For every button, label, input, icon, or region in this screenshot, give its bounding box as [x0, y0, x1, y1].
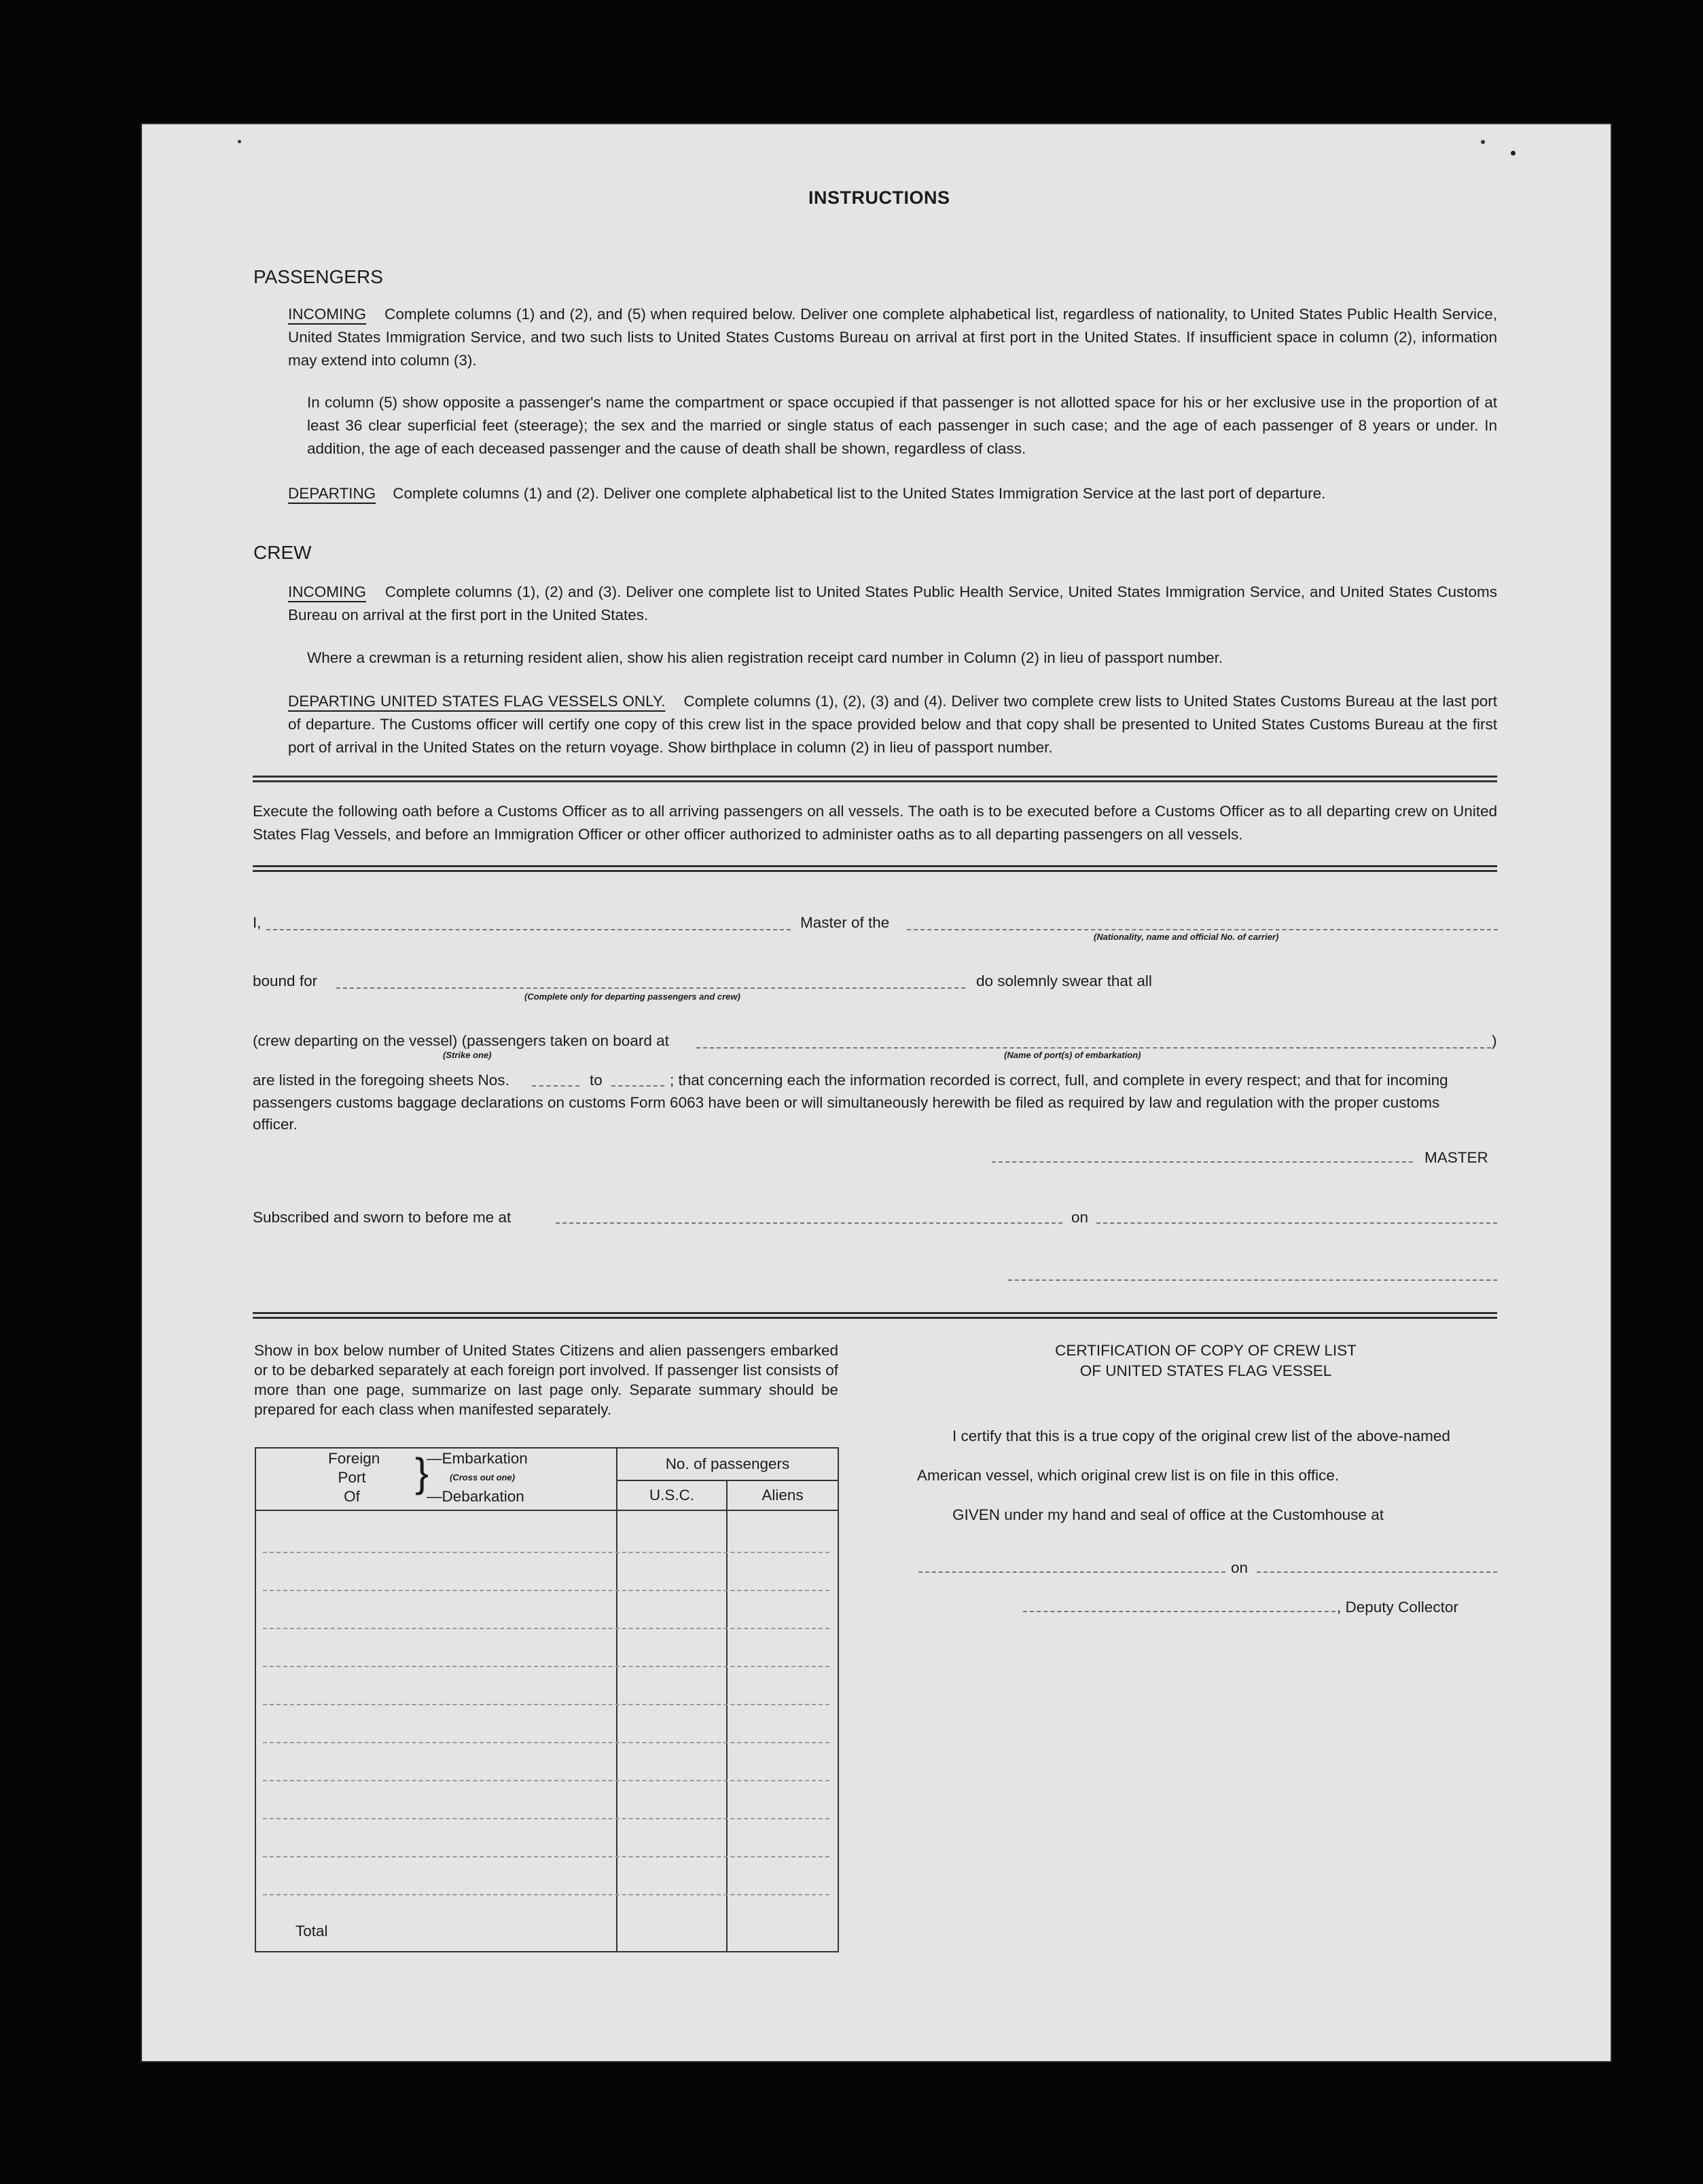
sheet-to-field[interactable] — [611, 1085, 664, 1087]
passengers-departing-text: Complete columns (1) and (2). Deliver one complete alphabetical list to the United States Immigration Service at the last port of departure. — [393, 485, 1326, 502]
crew-alien-paragraph: Where a crewman is a returning resident alien, show his alien registration receipt card number in Column (2) in lieu of passport number. — [307, 649, 1223, 666]
table-row[interactable] — [263, 1856, 829, 1857]
master-name-field[interactable] — [266, 929, 791, 930]
subscribed-label: Subscribed and sworn to before me at — [253, 1209, 512, 1226]
certification-heading-1: CERTIFICATION OF COPY OF CREW LIST — [1055, 1342, 1357, 1359]
listed-suffix: ; that concerning each the information recorded is correct, full, and complete in every respect; and that for incoming — [670, 1072, 1448, 1089]
header-debarkation: —Debarkation — [427, 1488, 524, 1505]
table-row[interactable] — [263, 1552, 829, 1553]
ports-embarkation-field[interactable] — [696, 1047, 1491, 1049]
section-divider — [253, 776, 1497, 782]
close-paren: ) — [1492, 1032, 1497, 1049]
crew-departing-label: DEPARTING UNITED STATES FLAG VESSELS ONLY. — [288, 693, 666, 710]
header-of: Of — [344, 1488, 360, 1505]
table-row[interactable] — [263, 1818, 829, 1819]
officer-signature-field[interactable] — [1008, 1279, 1497, 1281]
certification-on-label: on — [1231, 1559, 1249, 1576]
section-divider — [253, 1312, 1497, 1319]
passengers-incoming-paragraph — [288, 303, 1497, 372]
passengers-departing-label: DEPARTING — [288, 485, 376, 502]
swear-label: do solemnly swear that all — [976, 972, 1152, 989]
scan-speck — [238, 140, 241, 143]
crew-heading: CREW — [253, 542, 312, 563]
crew-departing-text: Complete columns (1), (2), (3) and (4). Deliver two complete crew lists to United States Customs Bureau at the last port of departure. The Customs officer will certify one copy of this crew list in the space provided below and that copy shall be presented to United States Customs Bureau at the first port of arrival in the United States on the return voyage. Show birthplace in column (2) in lieu of passport number. — [288, 693, 1497, 756]
crew-passengers-label: (crew departing on the vessel) (passengers taken on board at — [253, 1032, 669, 1049]
master-signature-field[interactable] — [992, 1161, 1413, 1163]
bound-for-hint: (Complete only for departing passengers and crew) — [524, 991, 740, 1002]
page-title: INSTRUCTIONS — [808, 187, 950, 208]
header-divider — [616, 1480, 838, 1481]
to-label: to — [590, 1072, 603, 1089]
listed-prefix: are listed in the foregoing sheets Nos. — [253, 1072, 509, 1089]
section-divider — [253, 865, 1497, 872]
passengers-column5-paragraph: In column (5) show opposite a passenger's name the compartment or space occupied if that passenger is not allotted space for his or her exclusive use in the proportion of at least 36 clear superficial feet (steerage); the sex and the married or single status of each passenger in such case; and the age of each passenger of 8 years or under. In addition, the age of each deceased passenger and the cause of death shall be shown, regardless of class. — [307, 394, 1497, 457]
carrier-field[interactable] — [907, 929, 1498, 930]
sworn-place-field[interactable] — [556, 1222, 1062, 1224]
master-label: MASTER — [1424, 1149, 1488, 1166]
crew-departing-paragraph — [288, 690, 1497, 759]
header-aliens: Aliens — [761, 1487, 804, 1504]
carrier-hint: (Nationality, name and official No. of carrier) — [1094, 932, 1279, 942]
table-row[interactable] — [263, 1628, 829, 1629]
bound-for-label: bound for — [253, 972, 318, 989]
table-row[interactable] — [263, 1894, 829, 1895]
given-line: GIVEN under my hand and seal of office at the Customhouse at — [952, 1506, 1384, 1523]
sworn-on-label: on — [1071, 1209, 1089, 1226]
passenger-summary-table — [255, 1447, 839, 1952]
bound-for-field[interactable] — [336, 987, 965, 989]
oath-i-label: I, — [253, 914, 262, 931]
table-row[interactable] — [263, 1704, 829, 1705]
strike-hint: (Strike one) — [443, 1050, 492, 1060]
deputy-signature-field[interactable] — [1023, 1611, 1335, 1612]
certify-line-2: American vessel, which original crew list is on file in this office. — [917, 1467, 1340, 1484]
passengers-incoming-label: INCOMING — [288, 306, 366, 323]
table-row[interactable] — [263, 1590, 829, 1591]
header-no-of-passengers: No. of passengers — [665, 1455, 790, 1472]
ports-hint: (Name of port(s) of embarkation) — [1004, 1050, 1141, 1060]
scan-speck — [1481, 140, 1485, 144]
summary-instructions: Show in box below number of United States Citizens and alien passengers embarked or to be debarked separately at each foreign port involved. If passenger list consists of more than one page, summarize on last page only. Separate summary should be prepared for each class when manifested separately. — [254, 1342, 838, 1418]
table-row[interactable] — [263, 1666, 829, 1667]
listed-line-2: passengers customs baggage declarations on customs Form 6063 have been or will simultaneously herewith be filed as required by law and regulation with the proper customs — [253, 1094, 1440, 1111]
deputy-collector-label: , Deputy Collector — [1337, 1599, 1458, 1616]
brace-icon: } — [415, 1450, 429, 1495]
scan-speck — [1511, 151, 1516, 156]
passengers-heading: PASSENGERS — [253, 266, 383, 287]
passengers-incoming-text: Complete columns (1) and (2), and (5) when required below. Deliver one complete alphabetical list, regardless of nationality, to United States Public Health Service, United States Immigration Service, and two such lists to United States Customs Bureau on arrival at first port in the United States. If insufficient space in column (2), information may extend into column (3). — [288, 306, 1497, 369]
table-row[interactable] — [263, 1742, 829, 1743]
certification-date-field[interactable] — [1257, 1571, 1497, 1573]
sheet-from-field[interactable] — [532, 1085, 579, 1087]
header-embarkation: —Embarkation — [427, 1450, 528, 1467]
table-row[interactable] — [263, 1780, 829, 1781]
oath-intro: Execute the following oath before a Customs Officer as to all arriving passengers on all vessels. The oath is to be executed before a Customs Officer as to all departing crew on United States Flag Vessels, and before an Immigration Officer or other officer authorized to administer oaths as to all departing passengers on all vessels. — [253, 803, 1497, 843]
header-usc: U.S.C. — [649, 1487, 695, 1504]
passengers-departing-paragraph — [288, 482, 1497, 505]
header-cross-out: (Cross out one) — [450, 1472, 516, 1482]
column-divider — [616, 1447, 617, 1951]
crew-incoming-label: INCOMING — [288, 583, 366, 600]
crew-incoming-text: Complete columns (1), (2) and (3). Deliver one complete list to United States Public Health Service, United States Immigration Service, and United States Customs Bureau on arrival at the first port in the United States. — [288, 583, 1498, 623]
header-foreign: Foreign — [328, 1450, 380, 1467]
certify-line-1: I certify that this is a true copy of the original crew list of the above-named — [952, 1427, 1450, 1444]
customhouse-field[interactable] — [918, 1571, 1225, 1573]
column-divider — [726, 1480, 728, 1951]
total-label: Total — [295, 1923, 328, 1940]
sworn-date-field[interactable] — [1096, 1222, 1497, 1224]
header-divider — [255, 1510, 838, 1511]
listed-line-3: officer. — [253, 1116, 298, 1133]
header-port: Port — [338, 1469, 366, 1486]
crew-incoming-paragraph — [288, 581, 1497, 627]
certification-heading-2: OF UNITED STATES FLAG VESSEL — [1079, 1362, 1332, 1379]
master-of-label: Master of the — [800, 914, 890, 931]
